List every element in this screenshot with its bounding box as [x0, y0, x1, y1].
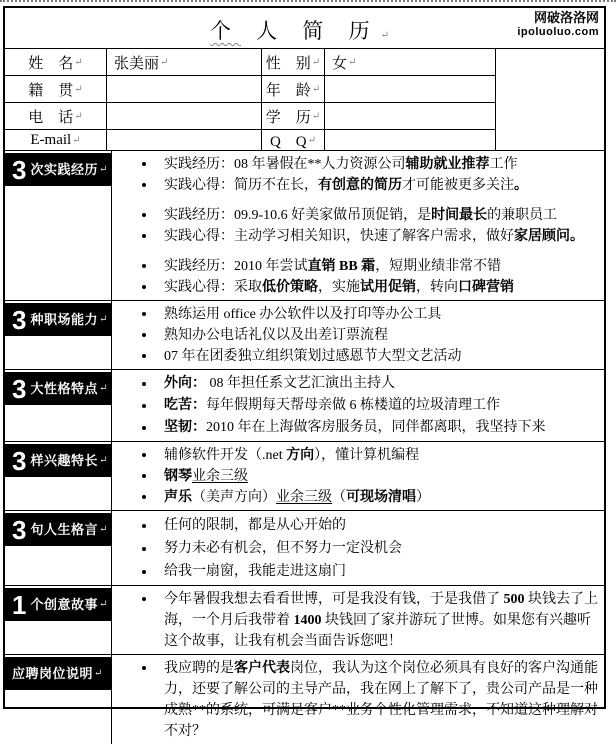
paragraph-mark: ↵ — [348, 56, 357, 68]
bullet-icon — [142, 666, 146, 670]
section-label-column — [5, 586, 112, 654]
paragraph-mark: ↵ — [98, 314, 108, 325]
label-phone-text: 电 话 — [28, 109, 74, 126]
bullet-item — [112, 304, 598, 325]
watermark-site-url: ipoluoluo.com — [517, 26, 599, 39]
section-label-text: 个创意故事 — [30, 597, 98, 612]
text-segment: 坚韧： — [164, 420, 206, 435]
paragraph-mark: ↵ — [94, 668, 103, 679]
paragraph-mark: ↵ — [380, 30, 400, 41]
label-native-place — [5, 76, 107, 103]
label-gender — [262, 49, 325, 76]
text-segment: 2010 年在上海做客房服务员，同伴都离职，我坚持下来 — [206, 420, 546, 435]
section-content — [112, 370, 604, 441]
text-segment: 个 — [209, 19, 241, 43]
bullet-icon — [142, 453, 146, 457]
bullet-icon — [142, 213, 146, 217]
text-segment: 钢琴 — [164, 469, 192, 484]
section-label-number: 3 — [12, 373, 27, 404]
text-segment: ），懂计算机编程 — [314, 448, 420, 463]
bullet-icon — [142, 162, 146, 166]
text-segment: 1400 — [293, 613, 322, 628]
section-label-column — [5, 442, 112, 510]
section-label-text: 样兴趣特长 — [30, 453, 98, 468]
bullet-icon — [142, 382, 146, 386]
section-label-number: 3 — [12, 445, 27, 476]
section-label-mottos — [5, 513, 111, 546]
label-education — [262, 103, 325, 130]
bullet-item — [112, 514, 598, 537]
text-segment: 的兼职员工 — [487, 208, 558, 223]
label-phone — [5, 103, 107, 130]
bullet-icon — [142, 183, 146, 187]
text-segment: 。 — [514, 178, 528, 193]
text-segment: 岗位，我认为这个岗位必须具有良好的客户沟通能力，还要了解公司的主导产品，我在网上了解下了，贵公司产品是一种成熟**的系统，可满足客户**业务个性化管理需求，不知道这种理解对不对？ — [164, 661, 598, 739]
bullet-item — [112, 395, 598, 417]
bullet-item — [112, 537, 598, 560]
text-segment: ） — [416, 490, 430, 505]
info-table — [5, 49, 604, 150]
value-name — [107, 49, 262, 76]
paragraph-mark: ↵ — [74, 56, 83, 68]
bullet-icon — [142, 354, 146, 358]
section-mottos — [5, 510, 604, 585]
text-segment: 实践心得：主动学习相关知识，快速了解客户需求，做好 — [164, 229, 514, 244]
text-segment: 给我一扇窗，我能走进这扇门 — [164, 564, 346, 579]
label-native-place-text: 籍 贯 — [28, 82, 74, 99]
section-interests — [5, 441, 604, 510]
section-content — [112, 511, 604, 585]
watermark-site-name: 网破洛洛网 — [533, 10, 599, 25]
sections-container — [5, 150, 604, 744]
text-segment: 任何的限制，都是从心开始的 — [164, 518, 346, 533]
bullet-item — [112, 277, 598, 298]
text-segment: （美声方向） — [192, 490, 276, 505]
section-content — [112, 655, 604, 744]
label-age — [262, 76, 325, 103]
section-label-column — [5, 511, 112, 585]
label-gender-text: 性 别 — [265, 55, 311, 72]
text-segment: 业余三级 — [192, 469, 248, 484]
bullet-item — [112, 560, 598, 583]
bullet-item — [112, 658, 598, 742]
text-segment: 口碑营销 — [458, 280, 514, 295]
text-segment: 客户代表 — [234, 661, 290, 676]
text-segment: 08 年担任系文艺汇演出主持人 — [206, 376, 395, 391]
text-segment: 直销 BB 霜 — [307, 259, 376, 274]
text-segment: 今年暑假我想去看看世博，可是我没有钱，于是我借了 — [164, 592, 504, 607]
text-segment: 家居顾问。 — [514, 229, 584, 244]
bullet-group — [112, 304, 598, 367]
title-row — [5, 8, 604, 49]
bullet-icon — [142, 597, 146, 601]
bullet-item — [112, 445, 598, 466]
section-creative-story — [5, 585, 604, 654]
bullet-icon — [142, 404, 146, 408]
section-label-number: 1 — [12, 589, 27, 620]
section-label-column — [5, 151, 112, 300]
text-segment: 07 年在团委独立组织策划过感恩节大型文艺活动 — [164, 349, 462, 364]
label-name — [5, 49, 107, 76]
section-label-practice-experience — [5, 153, 111, 186]
label-education-text: 学 历 — [265, 109, 311, 126]
section-workplace-skills — [5, 300, 604, 369]
bullet-group — [112, 658, 598, 742]
section-label-creative-story — [5, 588, 111, 621]
text-segment: 时间最长 — [431, 208, 488, 223]
section-practice-experience — [5, 150, 604, 300]
value-education — [325, 103, 496, 130]
section-label-text: 大性格特点 — [30, 381, 98, 396]
bullet-group — [112, 589, 598, 652]
text-segment: 熟练运用 office 办公软件以及打印等办公工具 — [164, 307, 442, 322]
section-label-number: 3 — [12, 514, 27, 545]
table-gridline-artifact — [0, 0, 616, 2]
bullet-item — [112, 487, 598, 508]
text-segment: 外向： — [164, 376, 206, 391]
paragraph-mark: ↵ — [307, 134, 317, 146]
paragraph-mark: ↵ — [311, 110, 321, 122]
value-phone — [107, 103, 262, 130]
text-segment: 可现场清唱 — [346, 490, 416, 505]
label-email — [5, 130, 107, 150]
bullet-icon — [142, 570, 146, 574]
section-position-statement — [5, 654, 604, 744]
bullet-item — [112, 466, 598, 487]
section-content — [112, 442, 604, 510]
bullet-item — [112, 205, 598, 226]
bullet-icon — [142, 264, 146, 268]
text-segment: 试用促销 — [360, 280, 416, 295]
section-label-interests — [5, 444, 111, 477]
paragraph-mark: ↵ — [98, 455, 108, 466]
text-segment: 才可能被更多关注 — [402, 178, 514, 193]
paragraph-mark: ↵ — [74, 110, 83, 122]
paragraph-mark: ↵ — [98, 599, 108, 610]
photo-placeholder-cell — [496, 49, 604, 150]
text-segment: 声乐 — [164, 490, 192, 505]
paragraph-mark: ↵ — [311, 56, 321, 68]
paragraph-mark: ↵ — [74, 83, 83, 95]
label-qq — [262, 130, 325, 150]
text-segment: ，转向 — [416, 280, 458, 295]
bullet-group — [112, 514, 598, 583]
section-label-personality-traits — [5, 372, 111, 405]
value-age — [325, 76, 496, 103]
bullet-item — [112, 226, 598, 247]
section-label-workplace-skills — [5, 303, 111, 336]
bullet-group — [112, 445, 598, 508]
label-email-text: E-mail — [30, 131, 72, 148]
text-segment: 实践经历：08 年暑假在**人力资源公司 — [164, 157, 406, 172]
bullet-icon — [142, 285, 146, 289]
text-segment: 块钱去了上海，一个月后我带着 — [164, 592, 598, 628]
page-title — [5, 15, 604, 45]
text-segment: 块钱回了家并游玩了世博。如果您有兴趣听这个故事，让我有机会当面告诉您吧！ — [164, 613, 591, 649]
paragraph-mark: ↵ — [98, 524, 108, 535]
bullet-icon — [142, 524, 146, 528]
bullet-group — [112, 154, 598, 196]
value-native-place — [107, 76, 262, 103]
text-segment: 有创意的简历 — [318, 178, 402, 193]
paragraph-mark: ↵ — [98, 383, 108, 394]
text-segment: 人 简 历 — [240, 19, 380, 43]
bullet-group — [112, 205, 598, 247]
bullet-item — [112, 417, 598, 439]
bullet-item — [112, 325, 598, 346]
text-segment: 我应聘的是 — [164, 661, 234, 676]
section-label-column — [5, 370, 112, 441]
text-segment: 实践经历：09.9-10.6 好美家做吊顶促销，是 — [164, 208, 432, 223]
section-label-text: 次实践经历 — [30, 162, 98, 177]
text-segment: 实践心得：采取 — [164, 280, 262, 295]
section-label-number: 3 — [12, 154, 27, 185]
value-gender-text: 女 — [332, 55, 348, 72]
bullet-icon — [142, 547, 146, 551]
section-label-text: 句人生格言 — [30, 522, 98, 537]
bullet-item — [112, 373, 598, 395]
bullet-icon — [142, 333, 146, 337]
bullet-item — [112, 589, 598, 652]
bullet-item — [112, 175, 598, 196]
text-segment: ，实施 — [318, 280, 360, 295]
text-segment: 方向 — [286, 448, 315, 463]
text-segment: 实践心得：简历不在长， — [164, 178, 318, 193]
label-qq-text: Q Q — [269, 133, 307, 150]
text-segment: 工作 — [489, 157, 518, 172]
bullet-icon — [142, 234, 146, 238]
text-segment: 低价策略 — [262, 280, 318, 295]
text-segment: 辅助就业推荐 — [405, 157, 490, 172]
label-age-text: 年 龄 — [265, 82, 311, 99]
text-segment: 实践经历：2010 年尝试 — [164, 259, 308, 274]
bullet-icon — [142, 495, 146, 499]
text-segment: 吃苦： — [164, 398, 206, 413]
value-name-text: 张美丽 — [114, 55, 160, 72]
section-content — [112, 301, 604, 369]
text-segment: 业余三级 — [276, 490, 332, 505]
watermark — [517, 10, 599, 40]
text-segment: 每年假期每天帮母亲做 6 栋楼道的垃圾清理工作 — [206, 398, 500, 413]
bullet-item — [112, 256, 598, 277]
bullet-icon — [142, 474, 146, 478]
section-label-number: 3 — [12, 304, 27, 335]
section-content — [112, 586, 604, 654]
value-email — [107, 130, 262, 150]
text-segment: 熟知办公电话礼仪以及出差订票流程 — [164, 328, 388, 343]
section-label-column — [5, 655, 112, 744]
label-name-text: 姓 名 — [28, 55, 74, 72]
value-gender — [325, 49, 496, 76]
section-label-text: 应聘岗位说明 — [12, 666, 94, 681]
resume-sheet — [3, 6, 606, 739]
section-label-text: 种职场能力 — [30, 312, 98, 327]
bullet-item — [112, 154, 598, 175]
text-segment: 辅修软件开发（.net — [164, 448, 287, 463]
paragraph-mark: ↵ — [311, 83, 321, 95]
bullet-icon — [142, 426, 146, 430]
text-segment: 500 — [503, 592, 525, 607]
bullet-group — [112, 373, 598, 439]
section-label-column — [5, 301, 112, 369]
section-content — [112, 151, 604, 300]
bullet-item — [112, 346, 598, 367]
text-segment: （ — [332, 490, 346, 505]
paragraph-mark: ↵ — [98, 164, 108, 175]
bullet-group — [112, 256, 598, 298]
paragraph-mark: ↵ — [72, 134, 81, 146]
text-segment: ，短期业绩非常不错 — [375, 259, 502, 274]
value-qq — [325, 130, 496, 150]
section-label-position-statement — [5, 657, 111, 690]
section-personality-traits — [5, 369, 604, 441]
bullet-icon — [142, 312, 146, 316]
text-segment: 努力未必有机会，但不努力一定没机会 — [164, 541, 402, 556]
paragraph-mark: ↵ — [160, 56, 169, 68]
